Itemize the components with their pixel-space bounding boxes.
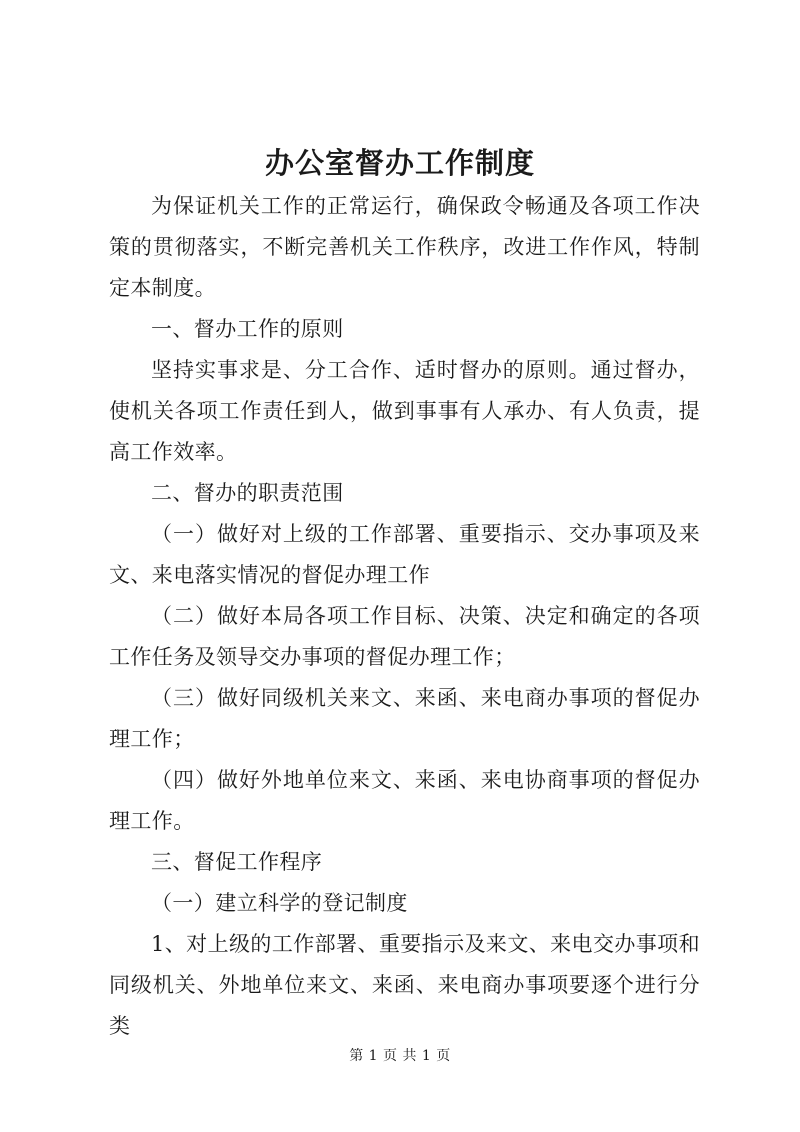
document-body [109, 186, 700, 1047]
page-footer: 第 1 页 共 1 页 [349, 1048, 451, 1064]
scope-item-3: （三）做好同级机关来文、来函、来电商办事项的督促办理工作； [109, 686, 700, 751]
procedure-item-1: 1、对上级的工作部署、重要指示及来文、来电交办事项和同级机关、外地单位来文、来函、来电商办事项要逐个进行分类 [109, 932, 700, 1038]
paragraph-principles: 坚持实事求是、分工合作、适时督办的原则。通过督办，使机关各项工作责任到人，做到事事有人承办、有人负责，提高工作效率。 [109, 358, 700, 464]
procedure-subheading-1: （一）建立科学的登记制度 [151, 891, 408, 915]
scope-item-4: （四）做好外地单位来文、来函、来电协商事项的督促办理工作。 [109, 768, 700, 833]
scope-item-1: （一）做好对上级的工作部署、重要指示、交办事项及来文、来电落实情况的督促办理工作 [109, 522, 700, 587]
section-heading-scope: 二、督办的职责范围 [151, 481, 344, 505]
paragraph-intro: 为保证机关工作的正常运行，确保政令畅通及各项工作决策的贯彻落实，不断完善机关工作秩序，改进工作作风，特制定本制度。 [109, 194, 700, 300]
section-heading-principles: 一、督办工作的原则 [151, 317, 344, 341]
scope-item-2: （二）做好本局各项工作目标、决策、决定和确定的各项工作任务及领导交办事项的督促办理工作； [109, 604, 700, 669]
document-title: 办公室督办工作制度 [264, 146, 535, 180]
section-heading-procedure: 三、督促工作程序 [151, 850, 323, 874]
